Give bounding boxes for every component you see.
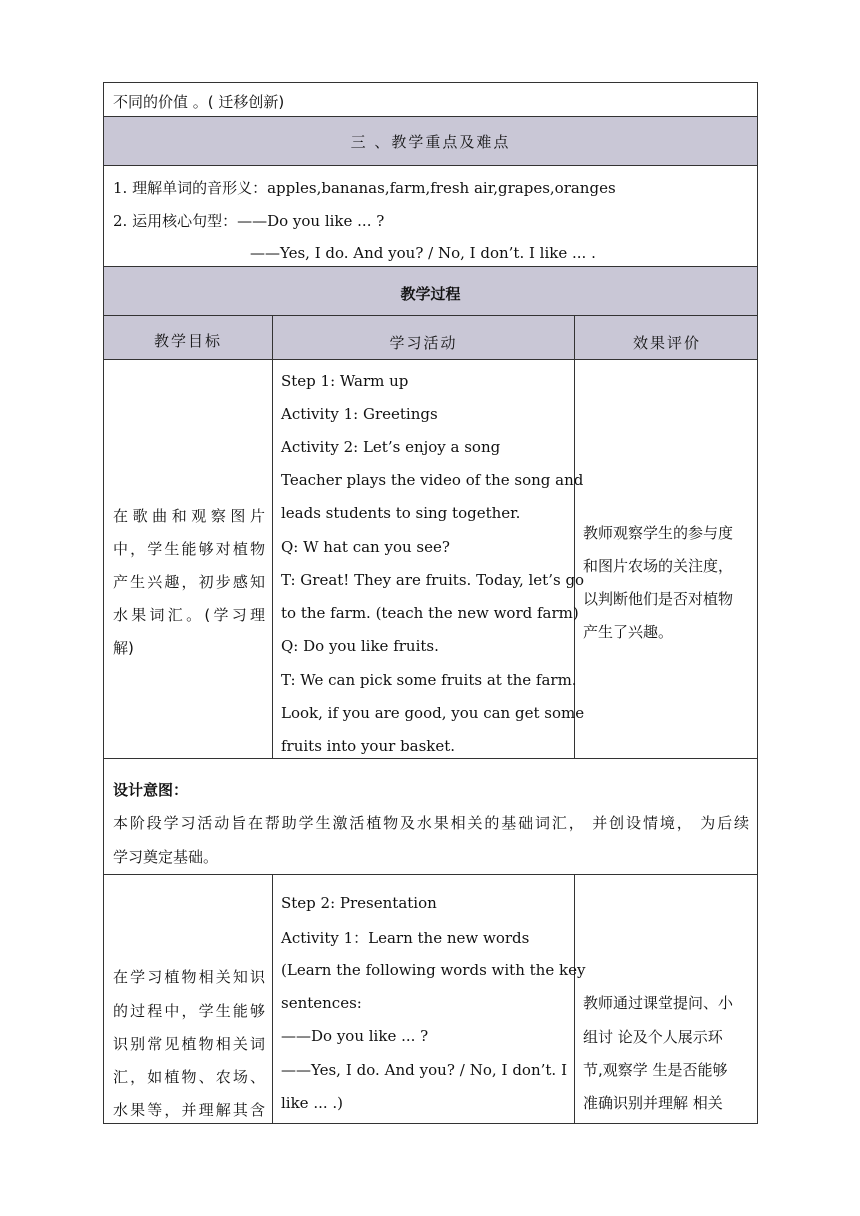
step2-activity-line: Step 2: Presentation [281, 894, 437, 912]
step1-goal-line: 产生兴趣，初步感知 [113, 573, 265, 591]
section3-heading-row [103, 116, 758, 166]
column-header-row [103, 315, 758, 360]
section3-heading: 三 、教学重点及难点 [350, 133, 511, 151]
step2-activity-line: like ... .) [281, 1094, 344, 1112]
step1-goal-line: 在歌曲和观察图片 [113, 507, 265, 525]
step1-activity-line: Activity 1: Greetings [281, 405, 438, 423]
key-point-3: ——Yes, I do. And you? / No, I don’t. I like ... . [250, 244, 596, 262]
step1-activity-line: Look, if you are good, you can get some [281, 704, 585, 722]
process-heading: 教学过程 [400, 285, 461, 303]
step1-eval-line: 教师观察学生的参与度 [583, 524, 734, 542]
step1-goal-line: 水果词汇。(学习理 [113, 606, 265, 624]
process-heading-row [103, 266, 758, 316]
step2-eval-line: 准确识别并理解 相关 [583, 1094, 723, 1112]
step1-eval-line: 产生了兴趣。 [583, 623, 674, 641]
step1-goal-line: 解) [113, 639, 134, 657]
design-intent-title: 设计意图： [113, 781, 189, 799]
key-points-row [103, 165, 758, 267]
step2-goal-line: 水果等，并理解其含 [113, 1101, 265, 1119]
step2-eval-line: 组讨 论及个人展示环 [583, 1028, 723, 1046]
step2-eval-line: 教师通过课堂提问、小 [583, 994, 734, 1012]
step2-activity-line: ——Do you like ... ? [281, 1027, 429, 1045]
header-activity-cell [273, 316, 575, 359]
step2-activity-cell [273, 875, 586, 1123]
step1-activity-line: leads students to sing together. [281, 504, 521, 522]
step2-goal-line: 识别常见植物相关词 [113, 1035, 265, 1053]
step1-goal-line: 中，学生能够对植物 [113, 540, 265, 558]
step1-activity-line: Q: W hat can you see? [281, 538, 450, 556]
step1-activity-line: to the farm. (teach the new word farm) [281, 604, 579, 622]
step1-eval-line: 以判断他们是否对植物 [583, 590, 734, 608]
design-intent-line: 学习奠定基础。 [113, 848, 219, 866]
design-intent-line: 本阶段学习活动旨在帮助学生激活植物及水果相关的基础词汇， 并创设情境， 为后续 [113, 814, 749, 832]
step2-row [103, 874, 758, 1124]
step2-eval-cell [575, 875, 759, 1123]
step1-activity-cell [273, 360, 585, 758]
step1-activity-line: Step 1: Warm up [281, 372, 409, 390]
step2-goal-cell [104, 875, 273, 1123]
step1-activity-line: Teacher plays the video of the song and [281, 471, 584, 489]
header-goal: 教学目标 [153, 332, 222, 350]
step1-row [103, 359, 758, 759]
step1-activity-line: Activity 2: Let’s enjoy a song [281, 438, 501, 456]
step1-activity-line: Q: Do you like fruits. [281, 637, 439, 655]
step2-activity-line: ——Yes, I do. And you? / No, I don’t. I [281, 1061, 567, 1079]
key-point-2: 2. 运用核心句型：——Do you like ... ? [113, 212, 385, 230]
header-eval-cell [575, 316, 759, 359]
key-point-1: 1. 理解单词的音形义：apples,bananas,farm,fresh air,grapes,oranges [113, 179, 616, 197]
step2-goal-line: 在学习植物相关知识 [113, 968, 265, 986]
step2-activity-line: (Learn the following words with the key [281, 961, 586, 979]
step2-goal-line: 汇，如植物、农场、 [113, 1068, 265, 1086]
step2-activity-line: Activity 1：Learn the new words [281, 929, 530, 947]
step1-activity-line: T: Great! They are fruits. Today, let’s go [281, 571, 585, 589]
transfer-text: 不同的价值 。( 迁移创新) [113, 93, 285, 111]
design-intent-row [103, 758, 758, 875]
step1-eval-line: 和图片农场的关注度， [583, 557, 734, 575]
step2-eval-line: 节,观察学 生是否能够 [583, 1061, 728, 1079]
step1-goal-cell [104, 360, 273, 758]
header-activity: 学习活动 [389, 334, 458, 352]
step2-activity-line: sentences: [281, 994, 362, 1012]
header-eval: 效果评价 [632, 334, 701, 352]
step1-activity-line: fruits into your basket. [281, 737, 456, 755]
step1-activity-line: T: We can pick some fruits at the farm. [281, 671, 577, 689]
step2-goal-line: 的过程中，学生能够 [113, 1002, 265, 1020]
transfer-row [103, 82, 758, 117]
header-goal-cell [104, 316, 273, 359]
step1-eval-cell [575, 360, 759, 758]
